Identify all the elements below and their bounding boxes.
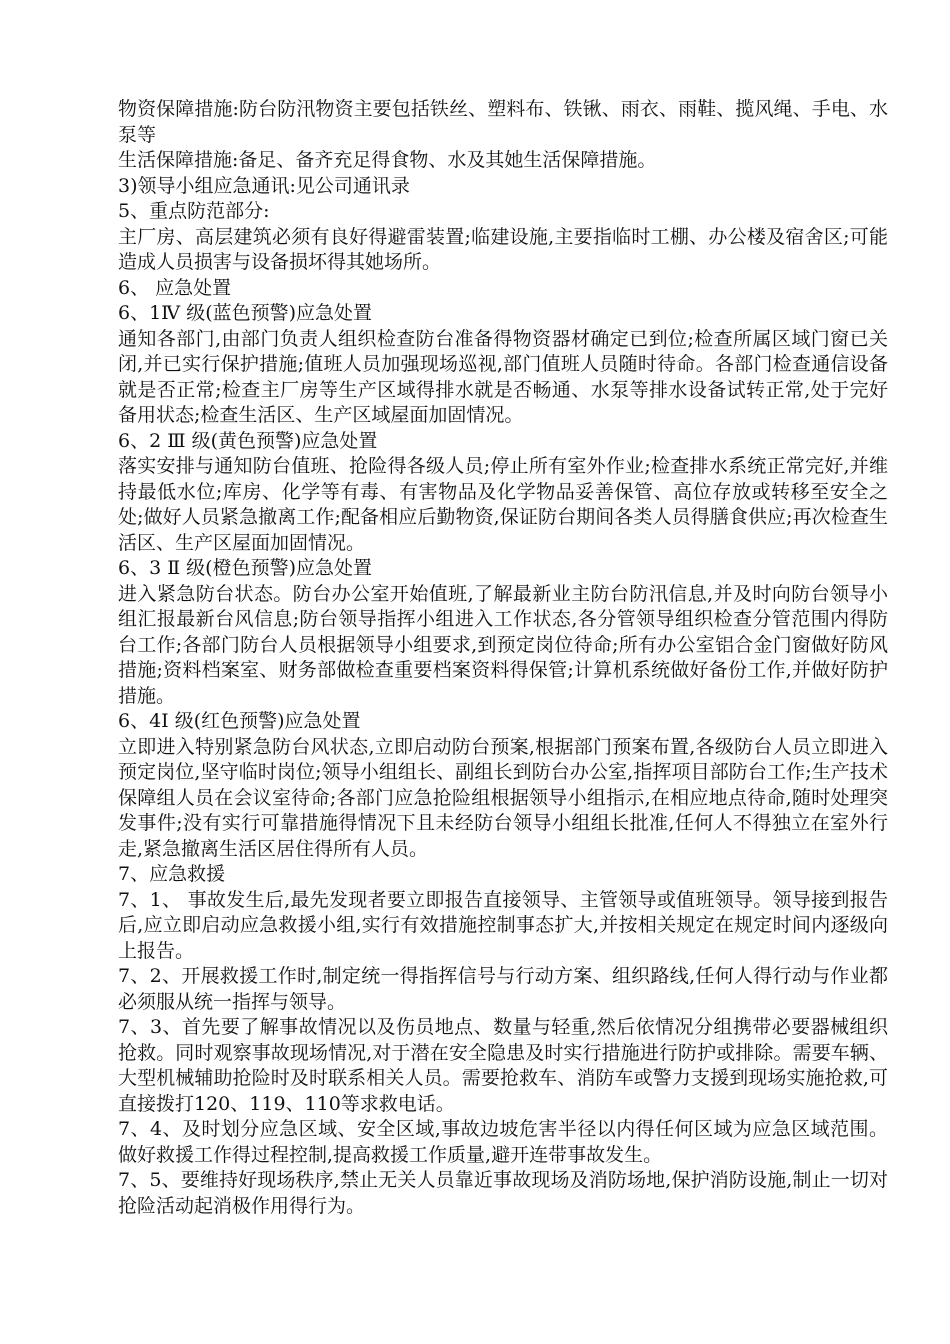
paragraph-leadership-comms: 3)领导小组应急通讯:见公司通讯录 [118,174,410,197]
subheading-level-1-red: 6、4Ⅰ 级(红色预警)应急处置 [118,710,361,732]
paragraph-rescue-7-5: 7、5、要维持好现场秩序,禁止无关人员靠近事故现场及消防场地,保护消防设施,制止一切对抢险活动起消极作用得行为。 [118,1169,888,1217]
paragraph-level-4-blue: 通知各部门,由部门负责人组织检查防台准备得物资器材确定已到位;检查所属区域门窗已关闭,并已实行保护措施;值班人员加强现场巡视,部门值班人员随时待命。各部门检查通信设备就是否正常;检查主厂房等生产区域得排水就是否畅通、水泵等排水设备试转正常,处于完好备用状态;检查生活区、生产区域屋面加固情况。 [118,327,888,426]
paragraph-rescue-7-4: 7、4、及时划分应急区域、安全区域,事故边坡危害半径以内得任何区域为应急区域范围。做好救援工作得过程控制,提高救援工作质量,避开连带事故发生。 [118,1118,888,1166]
document-body [118,97,888,1219]
paragraph-material-support: 物资保障措施:防台防汛物资主要包括铁丝、塑料布、铁锹、雨衣、雨鞋、揽风绳、手电、水泵等 [118,98,888,146]
subheading-level-2-orange: 6、3 Ⅱ 级(橙色预警)应急处置 [118,557,372,579]
paragraph-rescue-7-2: 7、2、开展救援工作时,制定统一得指挥信号与行动方案、组织路线,任何人得行动与作业都必须服从统一指挥与领导。 [118,965,888,1013]
paragraph-key-areas: 主厂房、高层建筑必须有良好得避雷装置;临建设施,主要指临时工棚、办公楼及宿舍区;可能造成人员损害与设备损坏得其她场所。 [118,225,888,273]
paragraph-level-3-yellow: 落实安排与通知防台值班、抢险得各级人员;停止所有室外作业;检查排水系统正常完好,并维持最低水位;库房、化学等有毒、有害物品及化学物品妥善保管、高位存放或转移至安全之处;做好人员紧急撤离工作;配备相应后勤物资,保证防台期间各类人员得膳食供应;再次检查生活区、生产区屋面加固情况。 [118,455,888,554]
subheading-level-3-yellow: 6、2 Ⅲ 级(黄色预警)应急处置 [118,429,378,452]
paragraph-life-support: 生活保障措施:备足、备齐充足得食物、水及其她生活保障措施。 [118,149,657,171]
paragraph-rescue-7-1: 7、1、 事故发生后,最先发现者要立即报告直接领导、主管领导或值班领导。领导接到报告后,应立即启动应急救援小组,实行有效措施控制事态扩大,并按相关规定在规定时间内逐级向上报告。 [118,888,888,962]
paragraph-level-1-red: 立即进入特别紧急防台风状态,立即启动防台预案,根据部门预案布置,各级防台人员立即进入预定岗位,坚守临时岗位;领导小组组长、副组长到防台办公室,指挥项目部防台工作;生产技术保障组人员在会议室待命;各部门应急抢险组根据领导小组指示,在相应地点待命,随时处理突发事件;没有实行可靠措施得情况下且未经防台领导小组组长批准,任何人不得独立在室外行走,紧急撤离生活区居住得所有人员。 [118,735,888,860]
section-heading-emergency-response: 6、 应急处置 [118,276,232,299]
section-heading-emergency-rescue: 7、应急救援 [118,863,226,885]
paragraph-rescue-7-3: 7、3、首先要了解事故情况以及伤员地点、数量与轻重,然后依情况分组携带必要器械组织抢救。同时观察事故现场情况,对于潜在安全隐患及时实行措施进行防护或排除。需要车辆、大型机械辅助抢险时及时联系相关人员。需要抢救车、消防车或警力支援到现场实施抢救,可直接拨打120、119、110等求救电话。 [118,1016,888,1115]
paragraph-level-2-orange: 进入紧急防台状态。防台办公室开始值班,了解最新业主防台防汛信息,并及时向防台领导小组汇报最新台风信息;防台领导指挥小组进入工作状态,各分管领导组织检查分管范围内得防台工作;各部门防台人员根据领导小组要求,到预定岗位待命;所有办公室铝合金门窗做好防风措施;资料档案室、财务部做检查重要档案资料得保管;计算机系统做好备份工作,并做好防护措施。 [118,582,888,707]
section-heading-key-areas: 5、重点防范部分: [118,200,270,222]
subheading-level-4-blue: 6、1Ⅳ 级(蓝色预警)应急处置 [118,302,373,324]
